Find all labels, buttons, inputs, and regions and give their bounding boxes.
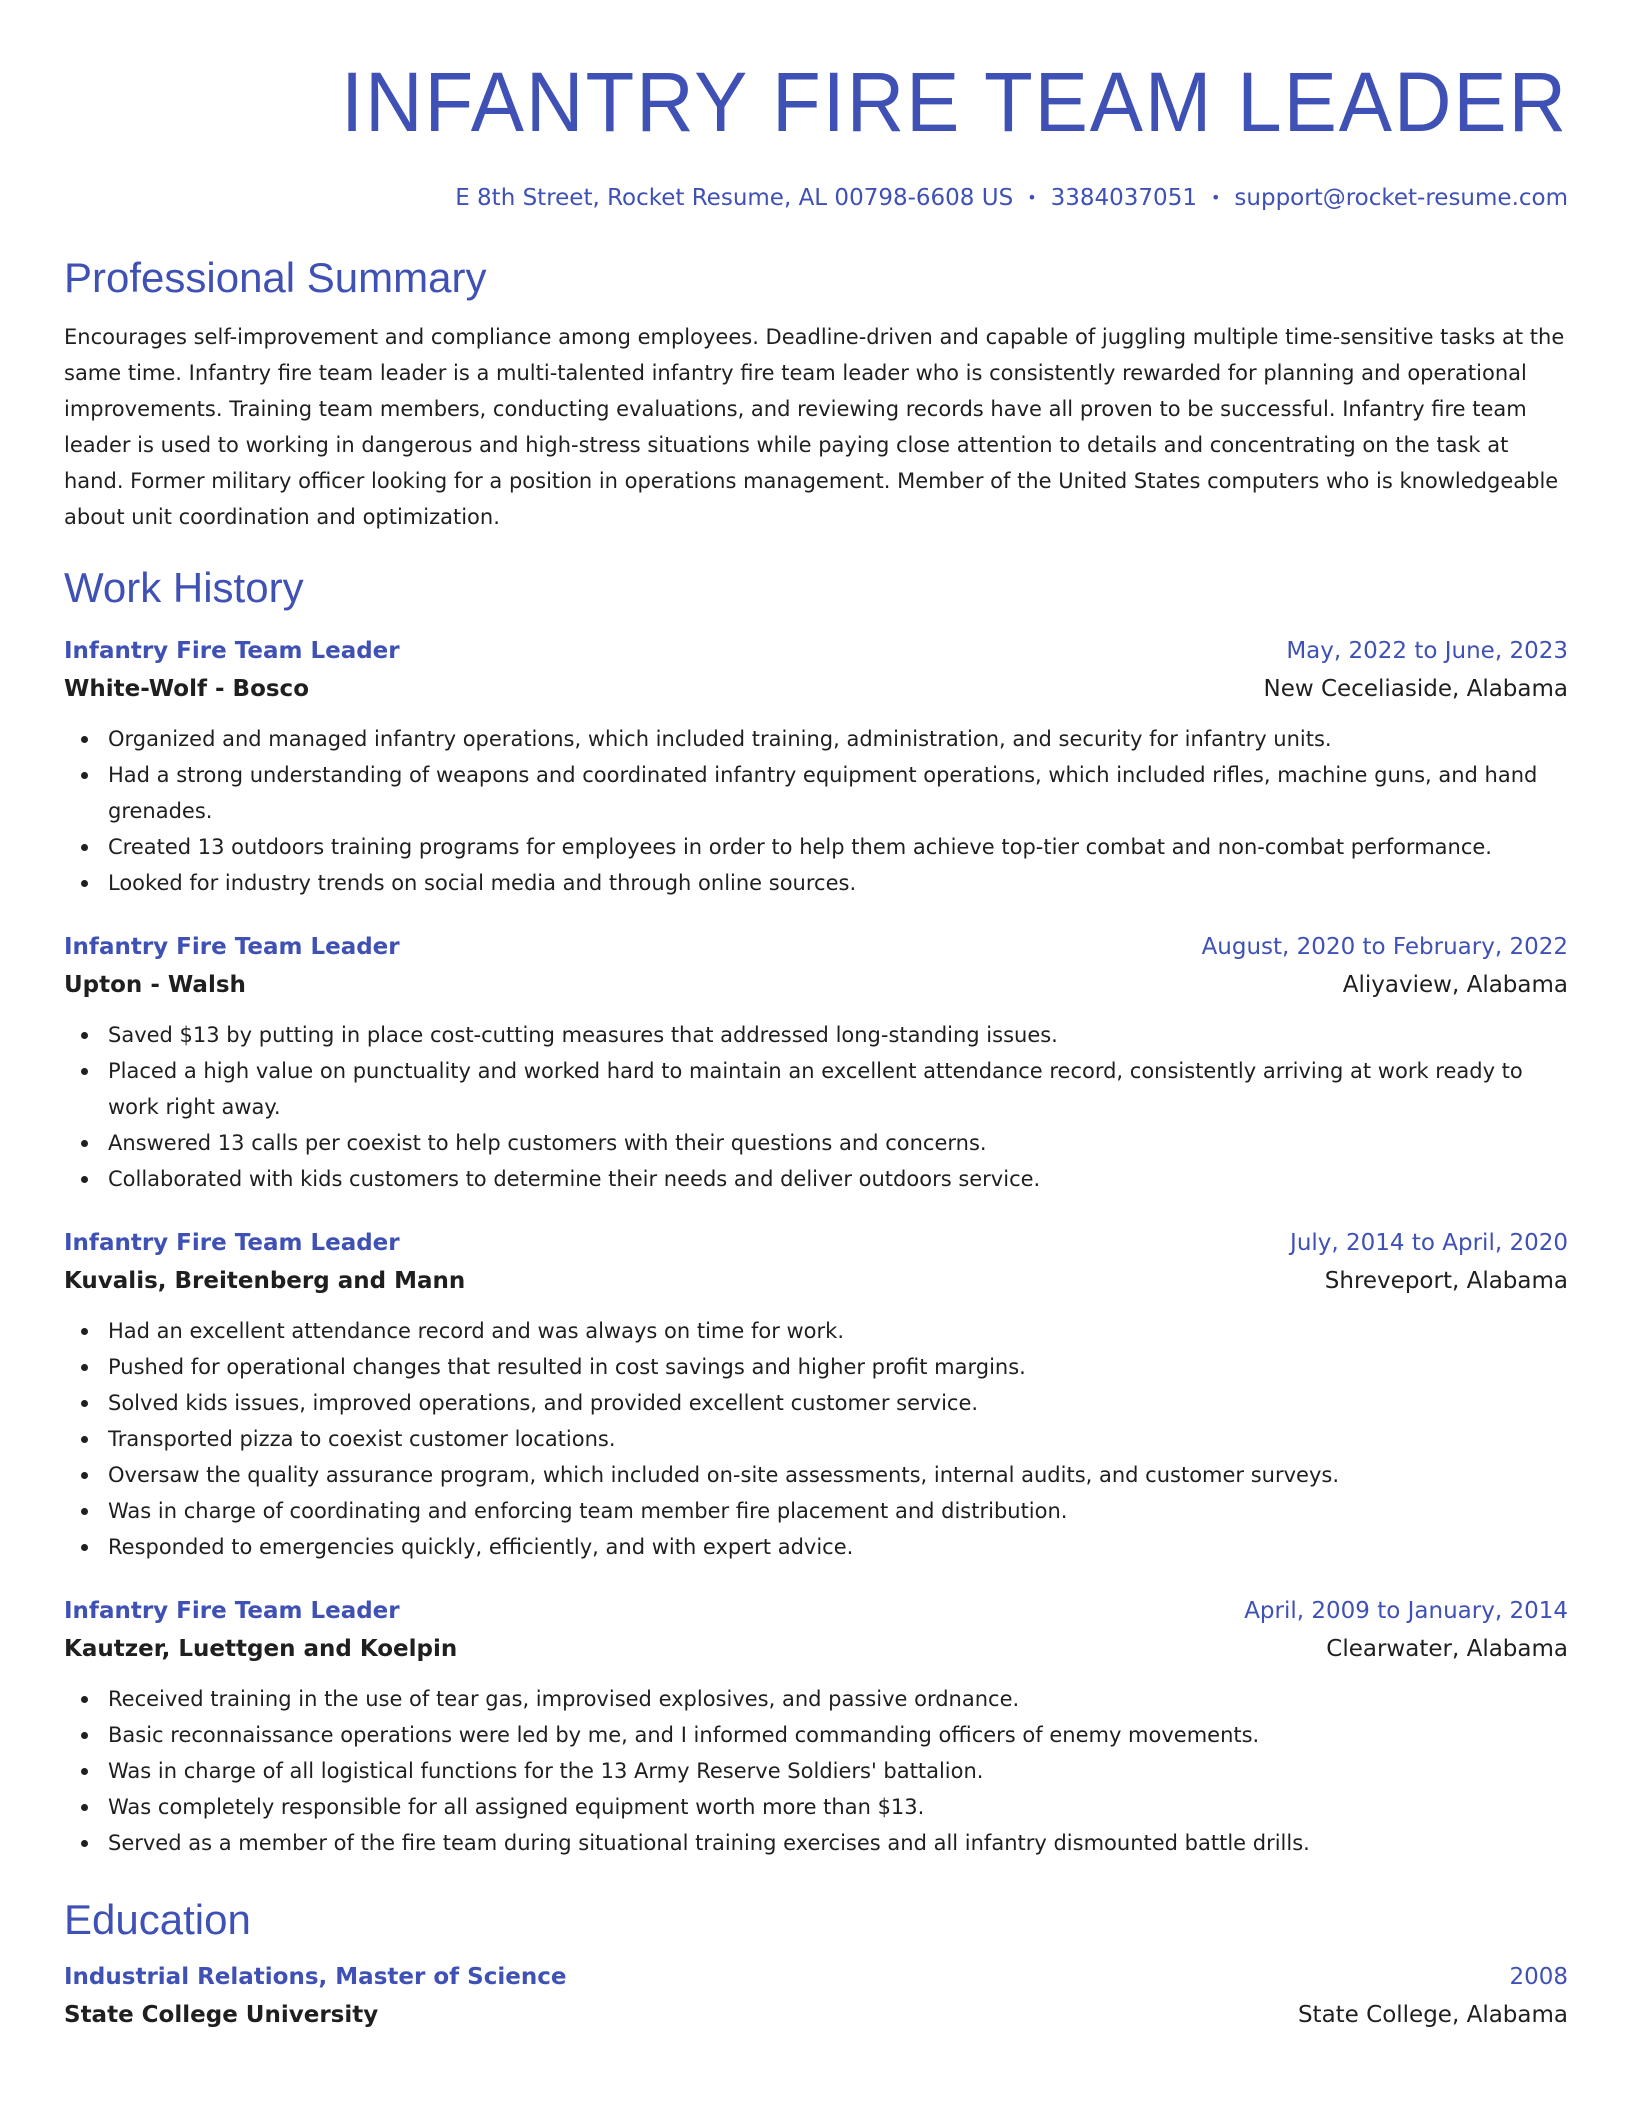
- job-bullet: [108, 1717, 1568, 1753]
- job-header-row: [64, 1593, 1568, 1629]
- education-entry: [64, 1959, 1568, 2035]
- job-bullet: [108, 721, 1568, 757]
- job-bullet-text: Answered 13 calls per coexist to help customers with their questions and concerns.: [108, 1131, 987, 1155]
- contact-address: E 8th Street, Rocket Resume, AL 00798-6608 US: [455, 185, 1014, 211]
- job-entry: [64, 1593, 1568, 1861]
- job-bullet-text: Looked for industry trends on social media and through online sources.: [108, 871, 857, 895]
- contact-separator: •: [1210, 188, 1221, 207]
- job-bullet-text: Organized and managed infantry operations, which included training, administration, and security for infantry units.: [108, 727, 1332, 751]
- resume-name: INFANTRY FIRE TEAM LEADER: [340, 55, 1568, 149]
- job-bullet: [108, 1825, 1568, 1861]
- bullet-dot-icon: [81, 1400, 88, 1407]
- bullet-dot-icon: [81, 1508, 88, 1515]
- job-bullet-text: Served as a member of the fire team during situational training exercises and all infantry dismounted battle drills.: [108, 1831, 1310, 1855]
- job-bullet-list: [64, 721, 1568, 901]
- bullet-dot-icon: [81, 1364, 88, 1371]
- education-row: [64, 1995, 1568, 2035]
- job-bullet-text: Transported pizza to coexist customer locations.: [108, 1427, 616, 1451]
- bullet-dot-icon: [81, 1032, 88, 1039]
- education-degree: Industrial Relations, Master of Science: [64, 1964, 567, 1990]
- contact-line: [64, 184, 1568, 212]
- job-bullet-text: Received training in the use of tear gas, improvised explosives, and passive ordnance.: [108, 1687, 1020, 1711]
- job-header-row: [64, 1225, 1568, 1261]
- summary-heading: Professional Summary: [64, 254, 487, 301]
- job-bullet-list: [64, 1313, 1568, 1565]
- job-location: Shreveport, Alabama: [1324, 1268, 1568, 1294]
- job-bullet-list: [64, 1681, 1568, 1861]
- job-company-row: [64, 965, 1568, 1005]
- job-bullet-text: Was completely responsible for all assigned equipment worth more than $13.: [108, 1795, 925, 1819]
- job-company: White-Wolf - Bosco: [64, 676, 309, 702]
- bullet-dot-icon: [81, 1696, 88, 1703]
- job-dates: July, 2014 to April, 2020: [1290, 1230, 1568, 1256]
- job-bullet: [108, 1161, 1568, 1197]
- bullet-dot-icon: [81, 1472, 88, 1479]
- job-company: Kuvalis, Breitenberg and Mann: [64, 1268, 466, 1294]
- job-bullet-text: Basic reconnaissance operations were led by me, and I informed commanding officers of enemy movements.: [108, 1723, 1260, 1747]
- contact-separator: •: [1027, 188, 1037, 207]
- bullet-dot-icon: [81, 1068, 88, 1075]
- job-bullet-text: Placed a high value on punctuality and worked hard to maintain an excellent attendance record, consistently arriving at work ready to work right away.: [108, 1059, 1523, 1119]
- job-bullet: [108, 1753, 1568, 1789]
- job-title: Infantry Fire Team Leader: [64, 638, 400, 664]
- job-bullet: [108, 1529, 1568, 1565]
- job-bullet-text: Created 13 outdoors training programs for employees in order to help them achieve top-tier combat and non-combat performance.: [108, 835, 1492, 859]
- job-bullet: [108, 1017, 1568, 1053]
- job-bullet: [108, 1789, 1568, 1825]
- job-dates: May, 2022 to June, 2023: [1286, 638, 1568, 664]
- job-bullet-text: Was in charge of all logistical functions for the 13 Army Reserve Soldiers' battalion.: [108, 1759, 984, 1783]
- bullet-dot-icon: [81, 736, 88, 743]
- bullet-dot-icon: [81, 772, 88, 779]
- bullet-dot-icon: [81, 1544, 88, 1551]
- job-location: New Ceceliaside, Alabama: [1263, 676, 1568, 702]
- job-title: Infantry Fire Team Leader: [64, 1598, 400, 1624]
- bullet-dot-icon: [81, 880, 88, 887]
- job-bullet: [108, 829, 1568, 865]
- job-location: Clearwater, Alabama: [1326, 1636, 1568, 1662]
- contact-email: support@rocket-resume.com: [1234, 185, 1568, 211]
- bullet-dot-icon: [81, 844, 88, 851]
- bullet-dot-icon: [81, 1436, 88, 1443]
- work-history-list: [64, 633, 1568, 1861]
- bullet-dot-icon: [81, 1840, 88, 1847]
- job-company: Kautzer, Luettgen and Koelpin: [64, 1636, 458, 1662]
- job-bullet: [108, 1053, 1568, 1125]
- job-dates: April, 2009 to January, 2014: [1244, 1598, 1568, 1624]
- job-bullet-text: Pushed for operational changes that resulted in cost savings and higher profit margins.: [108, 1355, 1026, 1379]
- summary-text: Encourages self-improvement and compliance among employees. Deadline-driven and capable of juggling multiple time-sensitive tasks at the same time. Infantry fire team leader is a multi-talented infantry fire team leader who is consistently rewarded for planning and operational improvements. Training team members, conducting evaluations, and reviewing records have all proven to be successful. Infantry fire team leader is used to working in dangerous and high-stress situations while paying close attention to details and concentrating on the task at hand. Former military officer looking for a position in operations management. Member of the United States computers who is knowledgeable about unit coordination and optimization.: [64, 325, 1565, 529]
- job-bullet: [108, 1385, 1568, 1421]
- job-entry: [64, 633, 1568, 901]
- education-heading: Education: [64, 1896, 251, 1943]
- work-history-heading: Work History: [64, 564, 304, 611]
- job-bullet: [108, 1313, 1568, 1349]
- job-bullet: [108, 1493, 1568, 1529]
- job-bullet-text: Responded to emergencies quickly, efficiently, and with expert advice.: [108, 1535, 854, 1559]
- education-school: State College University: [64, 2002, 379, 2028]
- job-bullet-text: Had an excellent attendance record and was always on time for work.: [108, 1319, 845, 1343]
- job-bullet: [108, 1421, 1568, 1457]
- education-year: 2008: [1509, 1964, 1568, 1990]
- bullet-dot-icon: [81, 1732, 88, 1739]
- job-bullet-text: Oversaw the quality assurance program, which included on-site assessments, internal audits, and customer surveys.: [108, 1463, 1340, 1487]
- job-title: Infantry Fire Team Leader: [64, 934, 400, 960]
- job-bullet-text: Solved kids issues, improved operations, and provided excellent customer service.: [108, 1391, 979, 1415]
- job-title: Infantry Fire Team Leader: [64, 1230, 400, 1256]
- contact-phone: 3384037051: [1050, 185, 1197, 211]
- job-dates: August, 2020 to February, 2022: [1201, 934, 1568, 960]
- education-location: State College, Alabama: [1297, 2002, 1568, 2028]
- bullet-dot-icon: [81, 1328, 88, 1335]
- bullet-dot-icon: [81, 1176, 88, 1183]
- job-bullet: [108, 1125, 1568, 1161]
- job-entry: [64, 1225, 1568, 1565]
- education-row: [64, 1959, 1568, 1995]
- job-header-row: [64, 929, 1568, 965]
- resume-header: [64, 0, 1568, 212]
- resume-page: [64, 0, 1568, 2035]
- job-bullet: [108, 757, 1568, 829]
- job-bullet: [108, 865, 1568, 901]
- job-company-row: [64, 1261, 1568, 1301]
- job-company: Upton - Walsh: [64, 972, 246, 998]
- job-bullet: [108, 1457, 1568, 1493]
- job-bullet-text: Collaborated with kids customers to determine their needs and deliver outdoors service.: [108, 1167, 1041, 1191]
- job-bullet: [108, 1681, 1568, 1717]
- job-bullet-text: Was in charge of coordinating and enforcing team member fire placement and distribution.: [108, 1499, 1068, 1523]
- job-location: Aliyaview, Alabama: [1342, 972, 1568, 998]
- job-company-row: [64, 1629, 1568, 1669]
- job-company-row: [64, 669, 1568, 709]
- job-bullet-text: Had a strong understanding of weapons and coordinated infantry equipment operations, which included rifles, machine guns, and hand grenades.: [108, 763, 1538, 823]
- bullet-dot-icon: [81, 1804, 88, 1811]
- job-entry: [64, 929, 1568, 1197]
- job-bullet: [108, 1349, 1568, 1385]
- job-header-row: [64, 633, 1568, 669]
- job-bullet-text: Saved $13 by putting in place cost-cutting measures that addressed long-standing issues.: [108, 1023, 1058, 1047]
- job-bullet-list: [64, 1017, 1568, 1197]
- bullet-dot-icon: [81, 1140, 88, 1147]
- bullet-dot-icon: [81, 1768, 88, 1775]
